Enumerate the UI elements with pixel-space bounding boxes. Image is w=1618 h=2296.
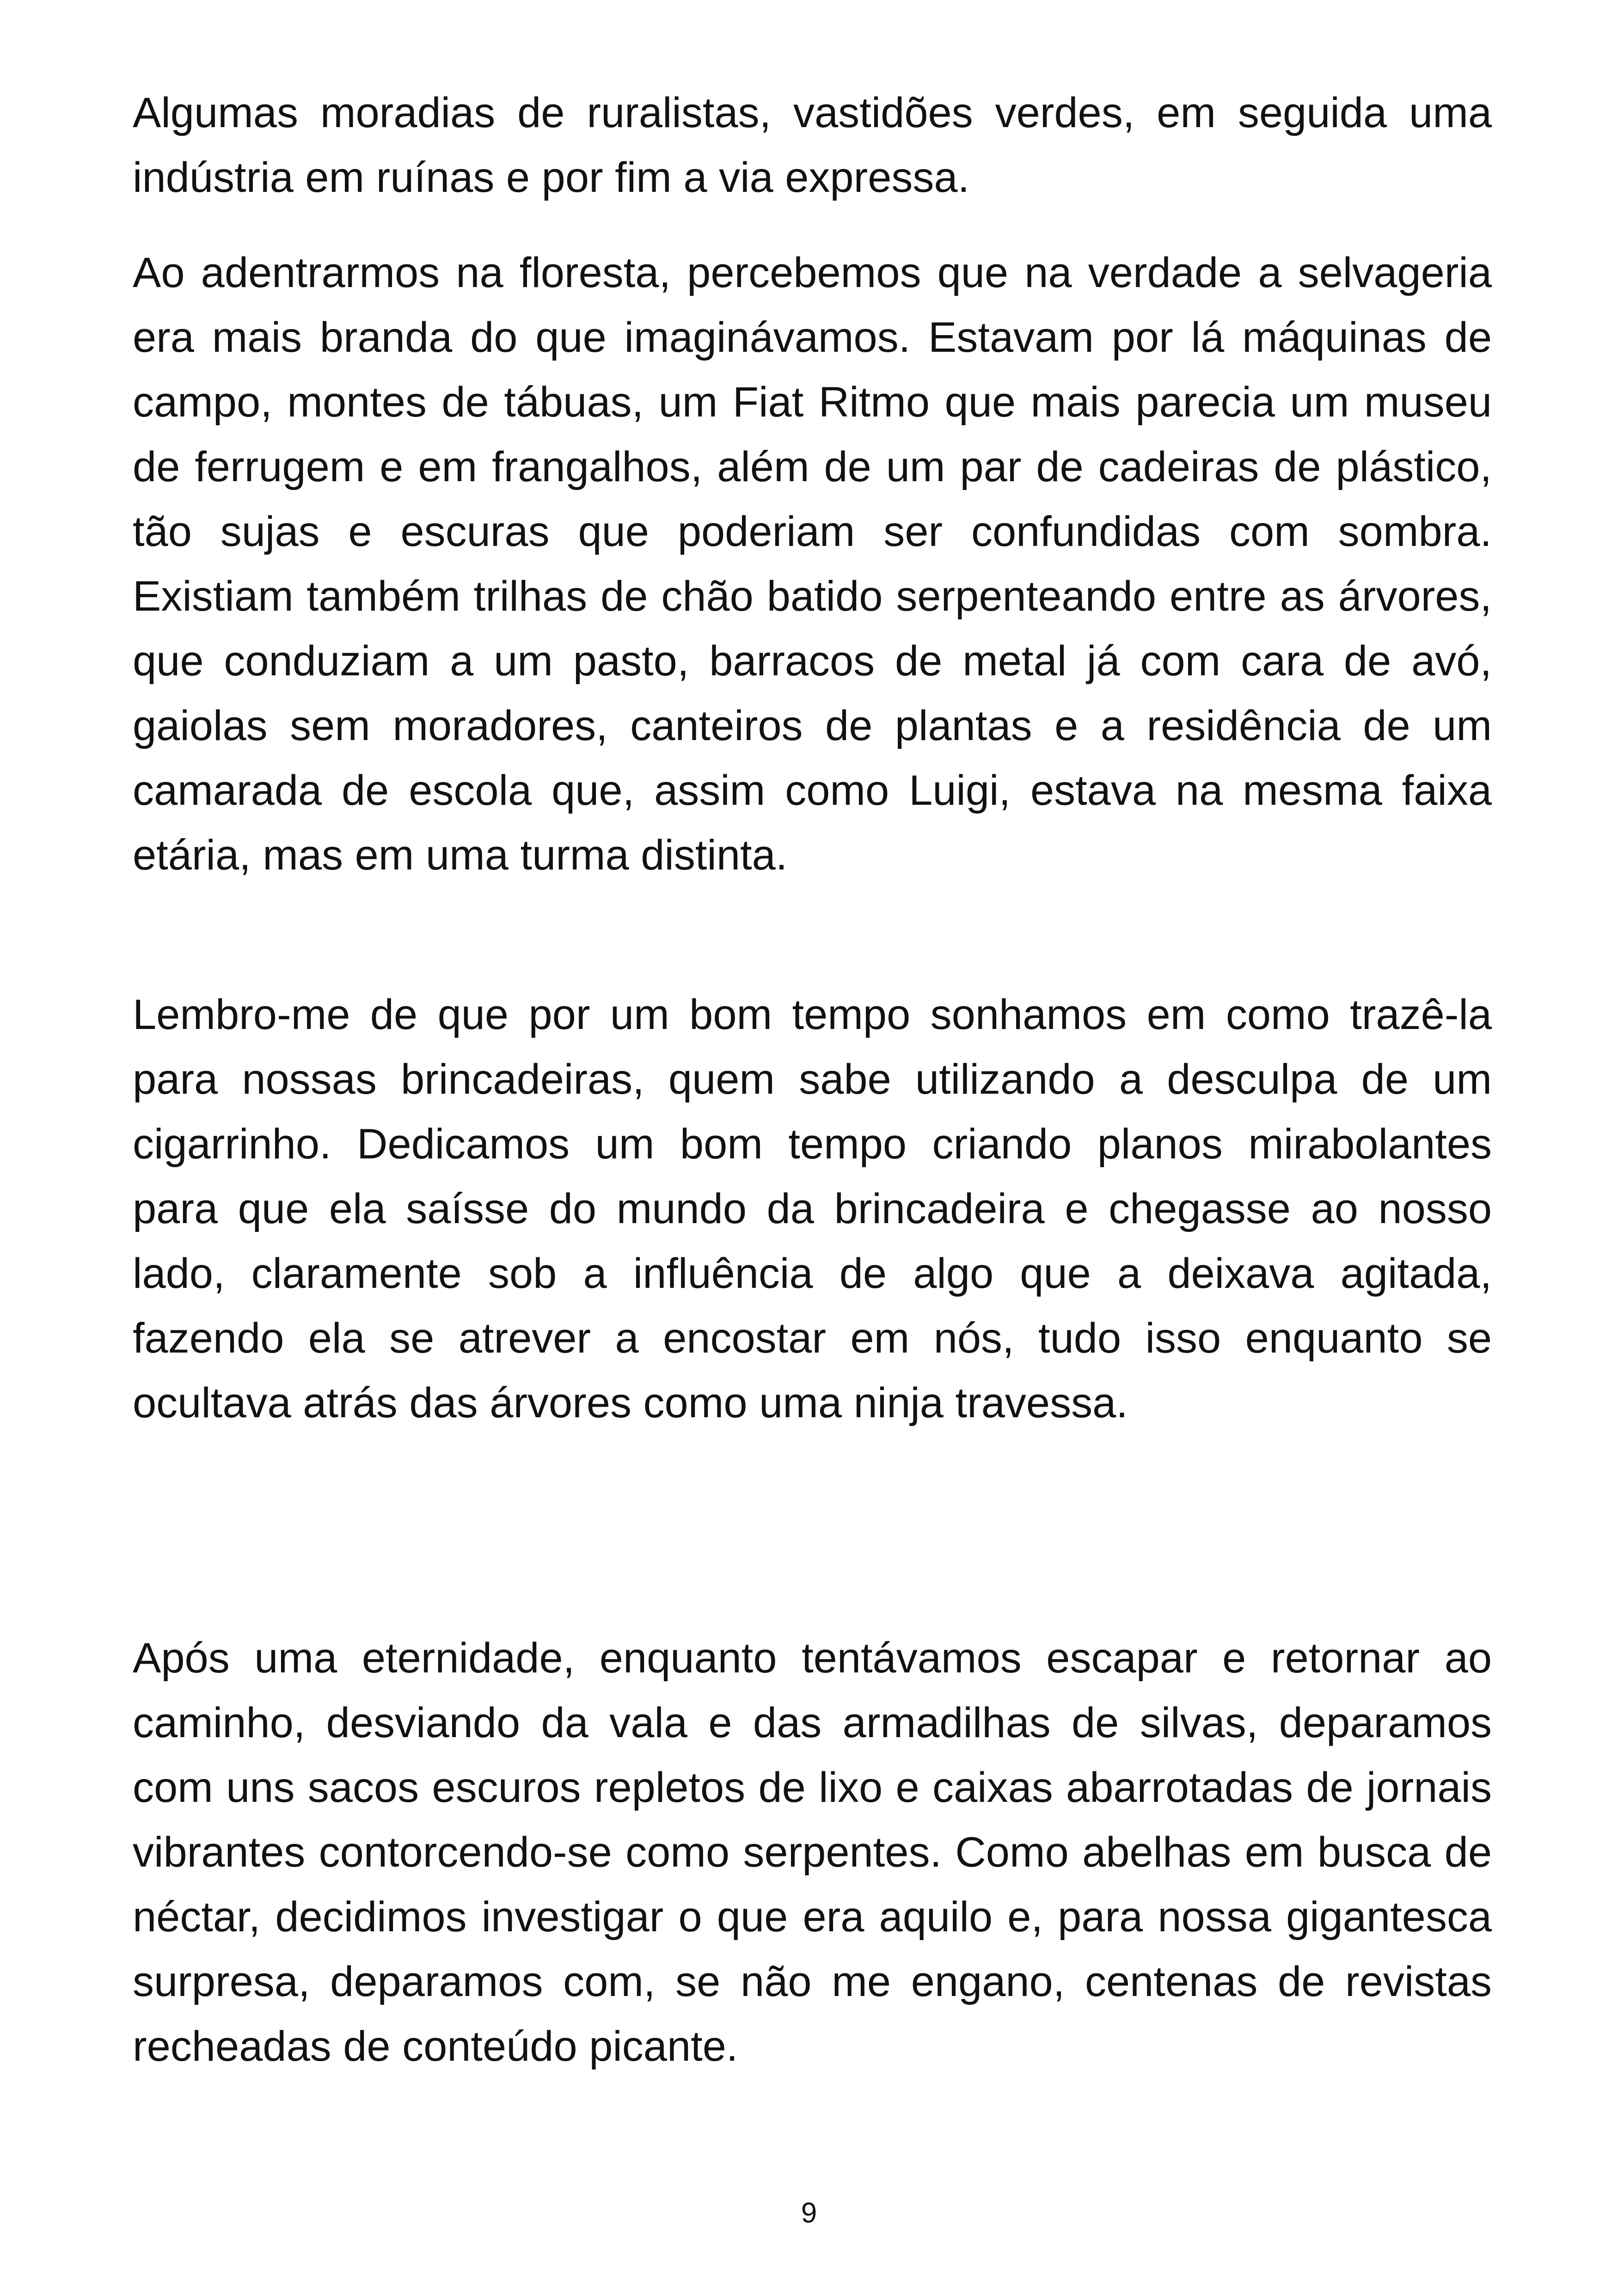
paragraph-1	[133, 80, 1492, 210]
paragraph-2	[133, 240, 1492, 888]
page-number: 9	[801, 2197, 817, 2229]
paragraph-3	[133, 982, 1492, 1435]
paragraph-2-text: Ao adentrarmos na floresta, percebemos que na verdade a selvageria era mais branda do que imaginávamos. Estavam por lá máquinas de campo, montes de tábuas, um Fiat Ritmo que mais parecia um museu de ferrugem e em frangalhos, além de um par de cadeiras de plástico, tão sujas e escuras que poderiam ser confundidas com sombra. Existiam também trilhas de chão batido serpenteando entre as árvores, que conduziam a um pasto, barracos de metal já com cara de avó, gaiolas sem moradores, canteiros de plantas e a residência de um camarada de escola que, assim como Luigi, estava na mesma faixa etária, mas em uma turma distinta.	[133, 249, 1492, 879]
paragraph-4	[133, 1626, 1492, 2079]
paragraph-3-text: Lembro-me de que por um bom tempo sonhamos em como trazê-la para nossas brincadeiras, quem sabe utilizando a desculpa de um cigarrinho. Dedicamos um bom tempo criando planos mirabolantes para que ela saísse do mundo da brincadeira e chegasse ao nosso lado, claramente sob a influência de algo que a deixava agitada, fazendo ela se atrever a encostar em nós, tudo isso enquanto se ocultava atrás das árvores como uma ninja travessa.	[133, 991, 1492, 1427]
paragraph-1-text: Algumas moradias de ruralistas, vastidões verdes, em seguida uma indústria em ruínas e por fim a via expressa.	[133, 89, 1492, 201]
paragraph-4-text: Após uma eternidade, enquanto tentávamos escapar e retornar ao caminho, desviando da vala e das armadilhas de silvas, deparamos com uns sacos escuros repletos de lixo e caixas abarrotadas de jornais vibrantes contorcendo-se como serpentes. Como abelhas em busca de néctar, decidimos investigar o que era aquilo e, para nossa gigantesca surpresa, deparamos com, se não me engano, centenas de revistas recheadas de conteúdo picante.	[133, 1635, 1492, 2070]
